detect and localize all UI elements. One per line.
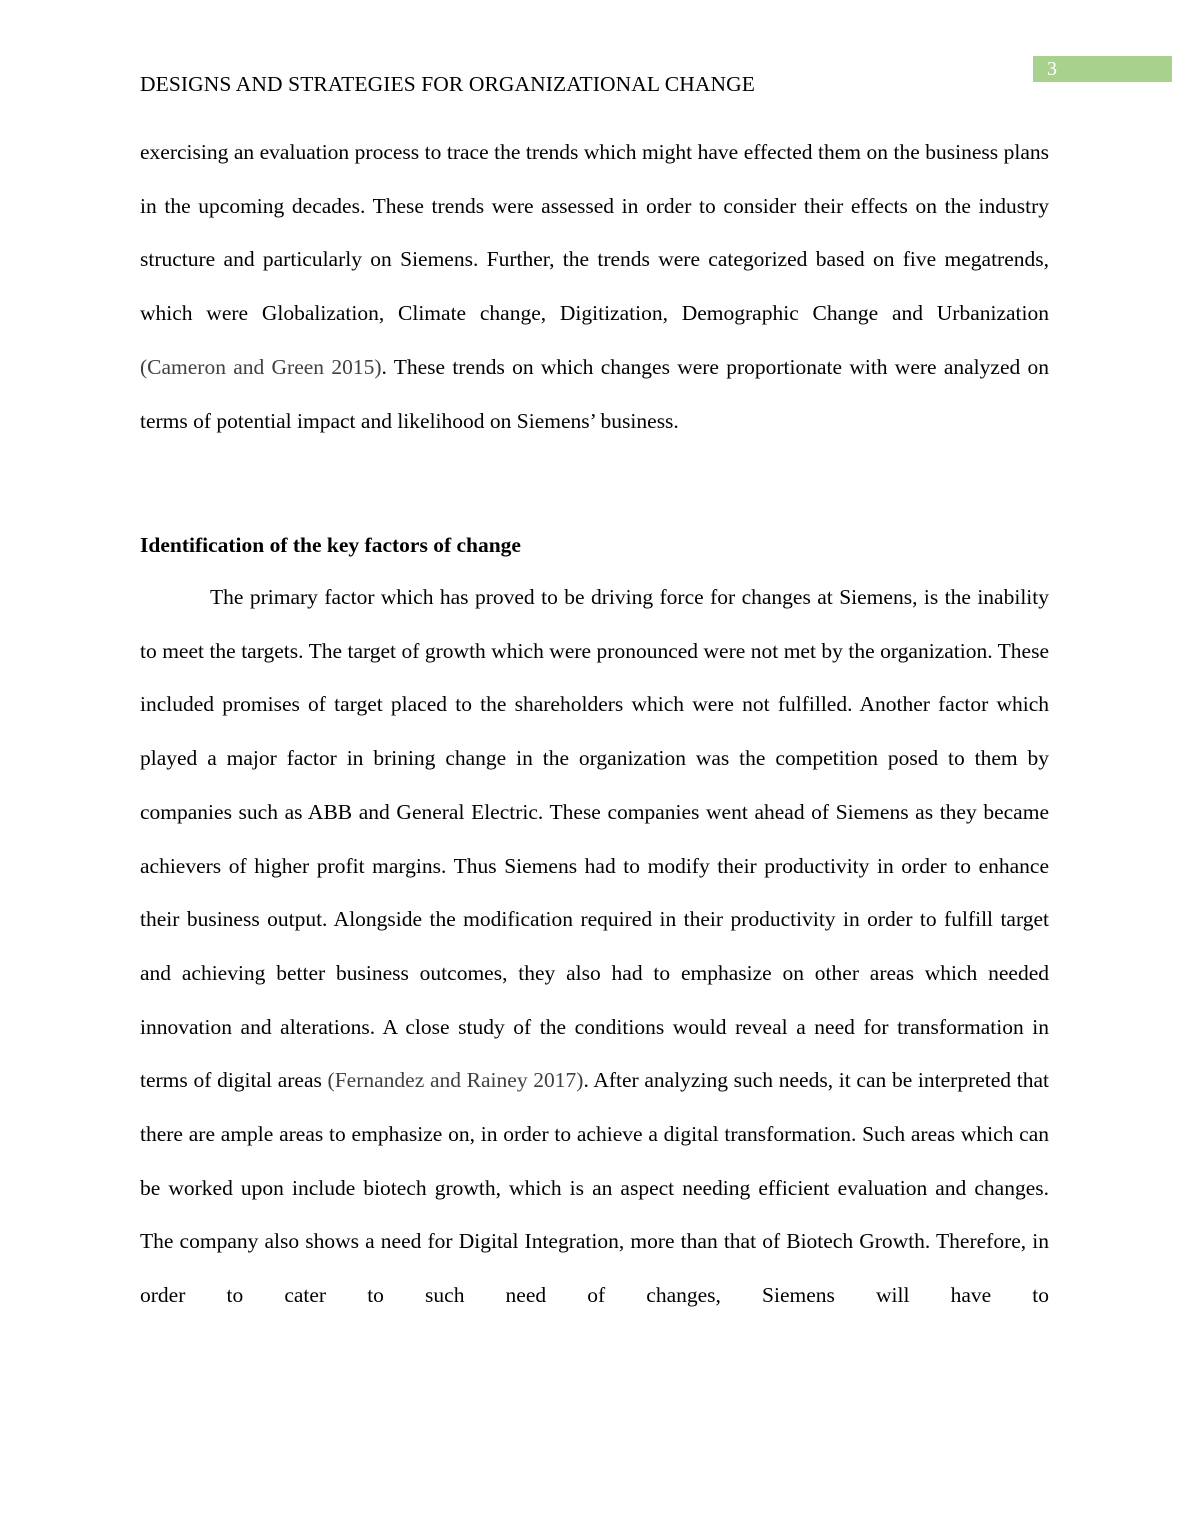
paragraph-2-text-start: The primary factor which has proved to be driving force for changes at Siemens, is the inability to meet the targets. The target of growth which were pronounced were not met by the organization. These included promises of target placed to the shareholders which were not fulfilled. Another factor which played a major factor in brining change in the organization was the competition posed to them by companies such as ABB and General Electric. These companies went ahead of Siemens as they became achievers of higher profit margins. Thus Siemens had to modify their productivity in order to enhance their business output. Alongside the modification required in their productivity in order to fulfill target and achieving better business outcomes, they also had to emphasize on other areas which needed innovation and alterations. A close study of the conditions would reveal a need for transformation in terms of digital areas [140,585,1049,1093]
page-number-box [1033,56,1172,82]
paragraph-2 [140,571,1049,1323]
paragraph-2-text-end: . After analyzing such needs, it can be interpreted that there are ample areas to emphasize on, in order to achieve a digital transformation. Such areas which can be worked upon include biotech growth, which is an aspect needing efficient evaluation and changes. The company also shows a need for Digital Integration, more than that of Biotech Growth. Therefore, in order to cater to such need of changes, Siemens will have to [140,1068,1049,1308]
section-heading: Identification of the key factors of change [140,533,521,557]
paragraph-2-block [140,571,1049,1323]
running-head: DESIGNS AND STRATEGIES FOR ORGANIZATIONAL CHANGE [140,72,755,96]
citation-cameron-green: (Cameron and Green 2015) [140,354,382,379]
citation-fernandez-rainey: (Fernandez and Rainey 2017) [327,1068,584,1093]
page-number: 3 [1047,58,1057,80]
paragraph-1-text-end: . These trends on which changes were proportionate with were analyzed on terms of potential impact and likelihood on Siemens’ business. [140,354,1049,433]
paragraph-1 [140,126,1049,448]
paragraph-1-text-start: exercising an evaluation process to trace the trends which might have effected them on the business plans in the upcoming decades. These trends were assessed in order to consider their effects on the industry structure and particularly on Siemens. Further, the trends were categorized based on five megatrends, which were Globalization, Climate change, Digitization, Demographic Change and Urbanization [140,140,1049,326]
paragraph-1-block [140,126,1049,448]
